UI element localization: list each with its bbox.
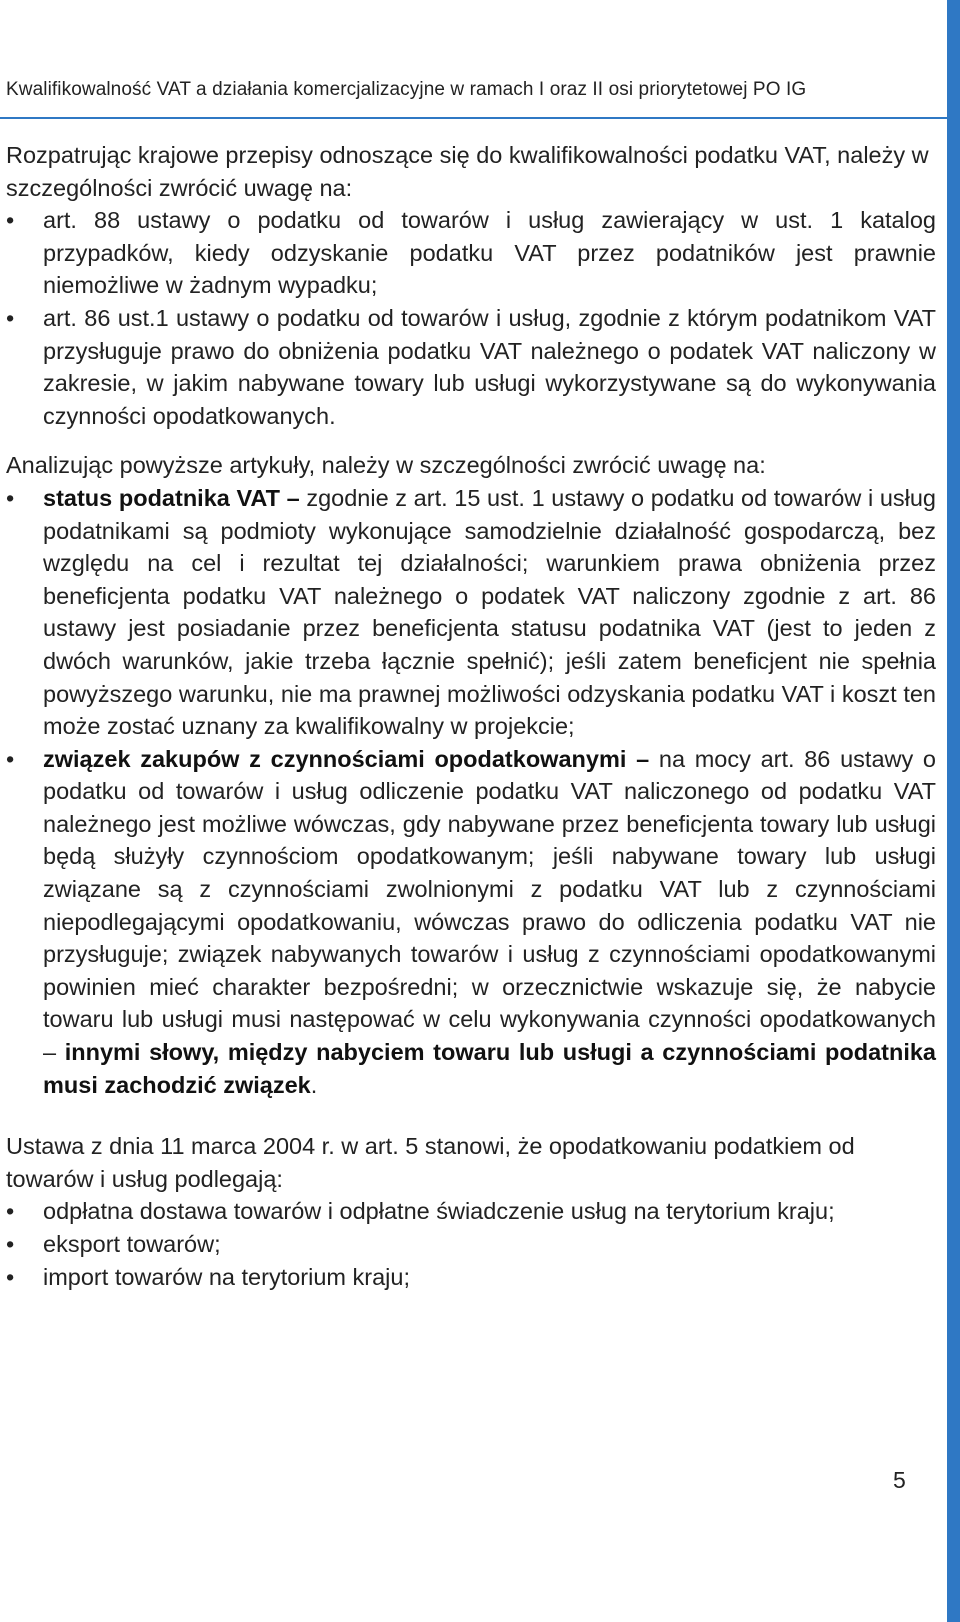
section2-intro: Analizując powyższe artykuły, należy w szczególności zwrócić uwagę na: — [6, 452, 766, 479]
bullet-icon: • — [6, 1231, 15, 1257]
bullet-icon: • — [6, 1198, 15, 1225]
section1-list — [6, 204, 936, 432]
list-item — [6, 1228, 936, 1261]
list-item-text: eksport towarów; — [43, 1231, 221, 1257]
header-divider — [0, 117, 947, 119]
list-item-text: zgodnie z art. 15 ust. 1 ustawy o podatku od towarów i usług podatnikami są podmioty wykonujące samodzielnie działalność gospodarczą, bez względu na cel i rezultat tej działalności; warunkiem prawa obniżenia przez beneficjenta podatku VAT należnego o podatek VAT naliczony zgodnie z art. 86 ustawy jest posiadanie przez beneficjenta statusu podatnika VAT (jest to jeden z dwóch warunków, jakie trzeba łącznie spełnić); jeśli zatem beneficjent nie spełnia powyższego warunku, nie ma prawnej możliwości odzyskania podatku VAT i koszt ten może zostać uznany za kwalifikowalny w projekcie; — [43, 484, 936, 740]
list-item — [6, 302, 936, 432]
list-item — [6, 204, 936, 302]
page-edge-accent-bar — [947, 0, 960, 1622]
list-item — [6, 743, 936, 1102]
list-item-text: art. 88 ustawy o podatku od towarów i usług zawierający w ust. 1 katalog przypadków, kiedy odzyskanie podatku VAT przez podatników jest prawnie niemożliwe w żadnym wypadku; — [43, 207, 936, 299]
bullet-icon: • — [6, 207, 15, 234]
list-item-text: odpłatna dostawa towarów i odpłatne świadczenie usług na terytorium kraju; — [43, 1198, 835, 1225]
section2-list — [6, 482, 936, 1101]
list-item-text: import towarów na terytorium kraju; — [43, 1263, 410, 1290]
term-heading: związek zakupów z czynnościami opodatkowanymi – — [43, 745, 650, 772]
page-body — [6, 139, 936, 1293]
page-number: 5 — [893, 1467, 906, 1493]
term-heading: status podatnika VAT – — [43, 484, 300, 511]
list-item — [6, 482, 936, 743]
running-header: Kwalifikowalność VAT a działania komercjalizacyjne w ramach I oraz II osi priorytetowej PO IG — [6, 79, 807, 100]
bullet-icon: • — [6, 304, 15, 331]
list-item-text: na mocy art. 86 ustawy o podatku od towarów i usług odliczenie podatku VAT naliczonego od podatku VAT należnego jest możliwe wówczas, gdy nabywane przez beneficjenta towary lub usługi będą służyły czynnościom opodatkowanym; jeśli nabywane towary lub usługi związane są z czynnościami zwolnionymi z podatku VAT lub z czynnościami niepodlegającymi opodatkowaniu, wówczas prawo do odliczenia podatku VAT nie przysługuje; związek nabywanych towarów i usług z czynnościami opodatkowanymi powinien mieć charakter bezpośredni; w orzecznictwie wskazuje się, że nabycie towaru lub usługi musi następować w celu wykonywania czynności opodatkowanych – — [43, 745, 937, 1066]
section3-list — [6, 1195, 936, 1293]
bullet-icon: • — [6, 745, 15, 772]
sentence-end: . — [310, 1071, 318, 1098]
emphasis-text: innymi słowy, między nabyciem towaru lub usługi a czynnościami podatnika musi zachodzić związek — [43, 1039, 936, 1098]
bullet-icon: • — [6, 484, 15, 511]
list-item — [6, 1195, 936, 1228]
list-item — [6, 1261, 936, 1294]
section1-intro: Rozpatrując krajowe przepisy odnoszące się do kwalifikowalności podatku VAT, należy w szczególności zwrócić uwagę na: — [6, 142, 929, 201]
section3-intro: Ustawa z dnia 11 marca 2004 r. w art. 5 stanowi, że opodatkowaniu podatkiem od towarów i usług podlegają: — [6, 1133, 855, 1192]
list-item-text: art. 86 ust.1 ustawy o podatku od towarów i usług, zgodnie z którym podatnikom VAT przysługuje prawo do obniżenia podatku VAT należnego o podatek VAT naliczony w zakresie, w jakim nabywane towary lub usługi wykorzystywane są do wykonywania czynności opodatkowanych. — [43, 304, 936, 429]
bullet-icon: • — [6, 1263, 15, 1290]
